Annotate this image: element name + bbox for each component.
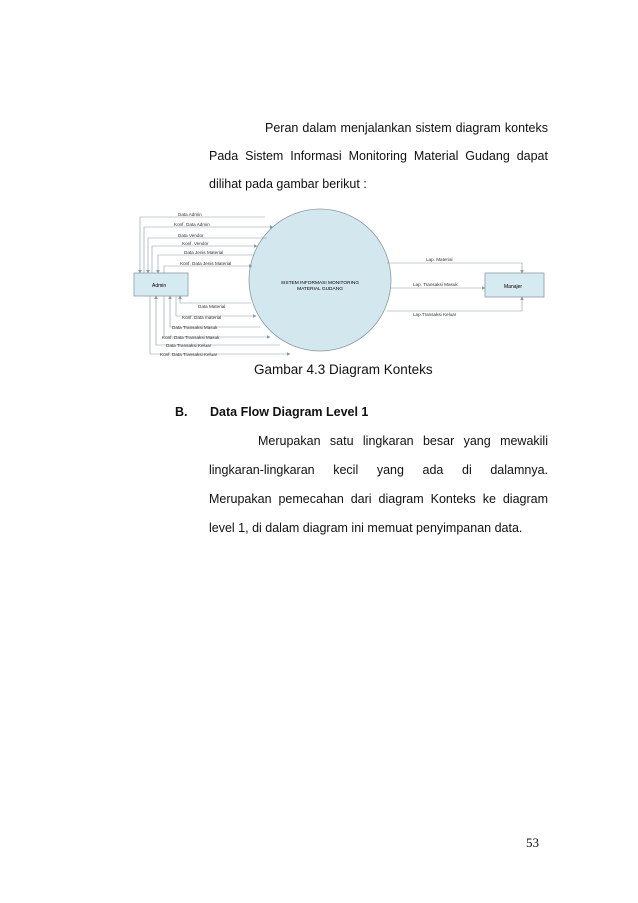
process-label-line-1: SISTEM INFORMASI MONITORING bbox=[280, 281, 360, 286]
page-number: 53 bbox=[526, 835, 539, 850]
flow-label-konf-data-material: Konf. Data material bbox=[182, 315, 222, 320]
flow-label-lap-transaksi-masuk: Lap. Transaksi Masuk bbox=[413, 282, 458, 287]
section-paragraph-line-1: Merupakan satu lingkaran besar yang mewakili bbox=[258, 434, 548, 448]
flow-label-data-transaksi-masuk: Data Transaksi Masuk bbox=[172, 325, 218, 330]
figure-caption: Gambar 4.3 Diagram Konteks bbox=[254, 362, 433, 377]
flow-label-data-jenis-material: Data Jenis Material bbox=[184, 250, 224, 255]
section-number: B. bbox=[175, 405, 188, 419]
flow-label-data-admin: Data Admin bbox=[178, 212, 202, 217]
manager-label: Manajer bbox=[504, 284, 523, 290]
intro-line-2: Pada Sistem Informasi Monitoring Material Gudang dapat bbox=[209, 149, 548, 163]
section-paragraph-line-4: level 1, di dalam diagram ini memuat penyimpanan data. bbox=[209, 521, 523, 535]
flow-label-konf-data-transaksi-keluar: Konf. Data Transaksi Keluar bbox=[160, 352, 218, 356]
process-circle bbox=[249, 209, 391, 351]
intro-line-1: Peran dalam menjalankan sistem diagram konteks bbox=[265, 121, 548, 135]
section-paragraph-line-2: lingkaran-lingkaran kecil yang ada di dalamnya. bbox=[209, 463, 548, 477]
flow-label-lap-material: Lap. Material bbox=[426, 257, 453, 262]
flow-label-konf-data-admin: Konf. Data Admin bbox=[174, 222, 210, 227]
flow-label-data-vendor: Data Vendor bbox=[178, 233, 204, 238]
section-paragraph-line-3: Merupakan pemecahan dari diagram Konteks ke diagram bbox=[209, 492, 548, 506]
section-title: Data Flow Diagram Level 1 bbox=[210, 405, 369, 419]
flow-label-konf-data-transaksi-masuk: Konf. Data Transaksi Masuk bbox=[162, 335, 220, 340]
context-diagram bbox=[130, 208, 560, 356]
admin-label: Admin bbox=[152, 283, 167, 289]
section-heading bbox=[175, 405, 368, 419]
process-label-line-2: MATERIAL GUDANG bbox=[297, 287, 343, 292]
intro-line-3: dilihat pada gambar berikut : bbox=[209, 177, 367, 191]
flow-label-konf-data-jenis-material: Konf. Data Jenis Material bbox=[180, 261, 232, 266]
flow-label-lap-transaksi-keluar: Lap.Transaksi Keluar bbox=[413, 312, 457, 317]
flow-label-konf-vendor: Konf. Vendor bbox=[182, 241, 209, 246]
flow-label-data-transaksi-keluar: Data Transaksi Keluar bbox=[166, 343, 212, 348]
flow-label-data-material: Data Material bbox=[198, 304, 226, 309]
